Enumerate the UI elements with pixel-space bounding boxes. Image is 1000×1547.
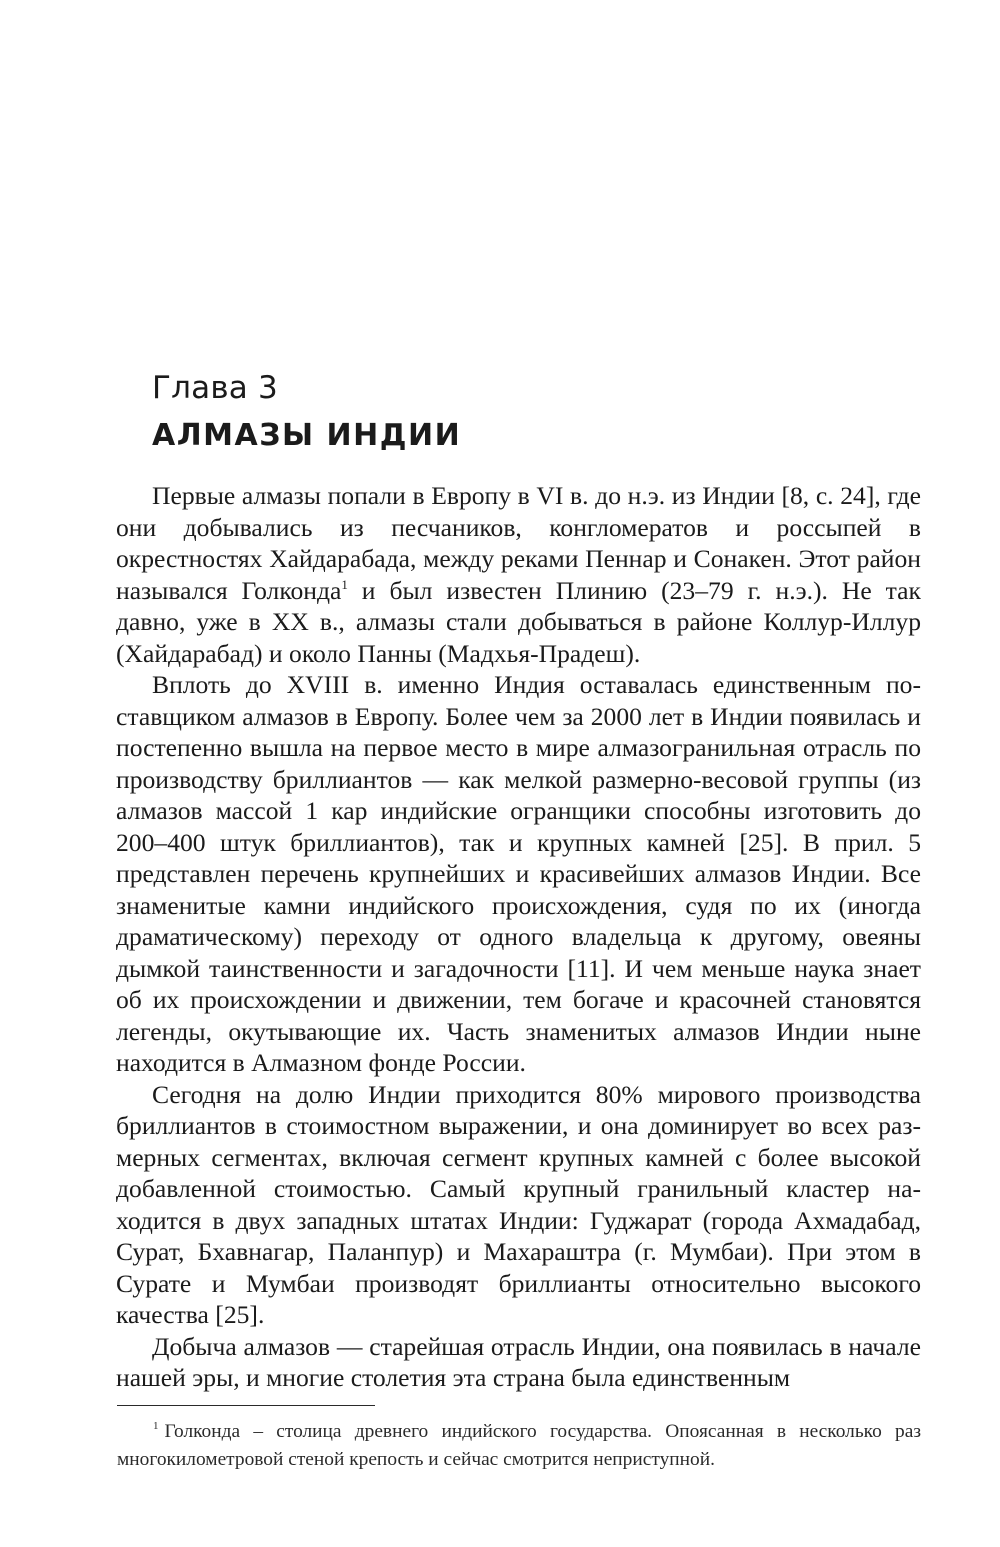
body-text bbox=[116, 480, 921, 1394]
paragraph-2: Вплоть до XVIII в. именно Индия оставалась единственным поставщиком алмазов в Европу. Более чем за 2000 лет в Индии появилась и постепенно вышла на первое место в мире алмазогранильная отрасль по производству бриллиантов — как мелкой размерно-весовой группы (из алмазов массой 1 кар индийские огранщики способны изготовить до 200–400 штук бриллиантов), так и крупных камней [25]. В прил. 5 представлен перечень крупнейших и красивейших алмазов Индии. Все знаменитые камни индийского происхождения, судя по их (иногда драматическому) переходу от одного владельца к другому, овеяны дымкой таинственности и загадочности [11]. И чем меньше наука знает об их происхождении и движении, тем богаче и красочней становятся легенды, окутывающие их. Часть знаменитых алмазов Индии ныне находится в Алмазном фонде России. bbox=[116, 670, 921, 1077]
paragraph-1-text-cont: и был известен Плинию (23–79 г. н.э.). Не так давно, уже в XX в., алмазы стали добываться в районе Коллур-Иллур (Хайдарабад) и около Панны (Мадхья-Прадеш). bbox=[116, 575, 921, 668]
chapter-title: АЛМАЗЫ ИНДИИ bbox=[152, 418, 462, 453]
footnote-text: Голконда – столица древнего индийского государства. Опоясанная в несколько раз многокилометровой стеной крепость и сейчас смотрится неприступной. bbox=[117, 1421, 921, 1470]
footnote-paragraph bbox=[117, 1418, 921, 1474]
chapter-label: Глава 3 bbox=[152, 370, 278, 406]
paragraph-3: Сегодня на долю Индии приходится 80% мирового производства бриллиантов в стоимостном выражении, и она доминирует во всех размерных сегментах, включая сегмент крупных камней с более высокой добавленной стоимостью. Самый крупный гранильный кластер находится в двух западных штатах Индии: Гуджарат (города Ахмадабад, Сурат, Бхавнагар, Паланпур) и Махараштра (г. Мумбаи). При этом в Сурате и Мумбаи производят бриллианты относительно высокого качества [25]. bbox=[116, 1079, 921, 1329]
footnote-divider bbox=[117, 1405, 375, 1406]
paragraph-1 bbox=[116, 480, 921, 669]
footnote-reference[interactable]: 1 bbox=[341, 576, 348, 592]
paragraph-4: Добыча алмазов — старейшая отрасль Индии, она появилась в начале нашей эры, и многие столетия эта страна была единственным bbox=[116, 1331, 921, 1392]
footnote bbox=[117, 1418, 921, 1474]
footnote-number: 1 bbox=[153, 1420, 159, 1432]
paragraph-1-text: Первые алмазы попали в Европу в VI в. до н.э. из Индии [8, с. 24], где они добывались из песчаников, конгломератов и россыпей в окрестностях Хайдарабада, между реками Пеннар и Сонакен. Этот район назывался Голконда bbox=[116, 481, 921, 605]
chapter-heading bbox=[152, 368, 852, 458]
